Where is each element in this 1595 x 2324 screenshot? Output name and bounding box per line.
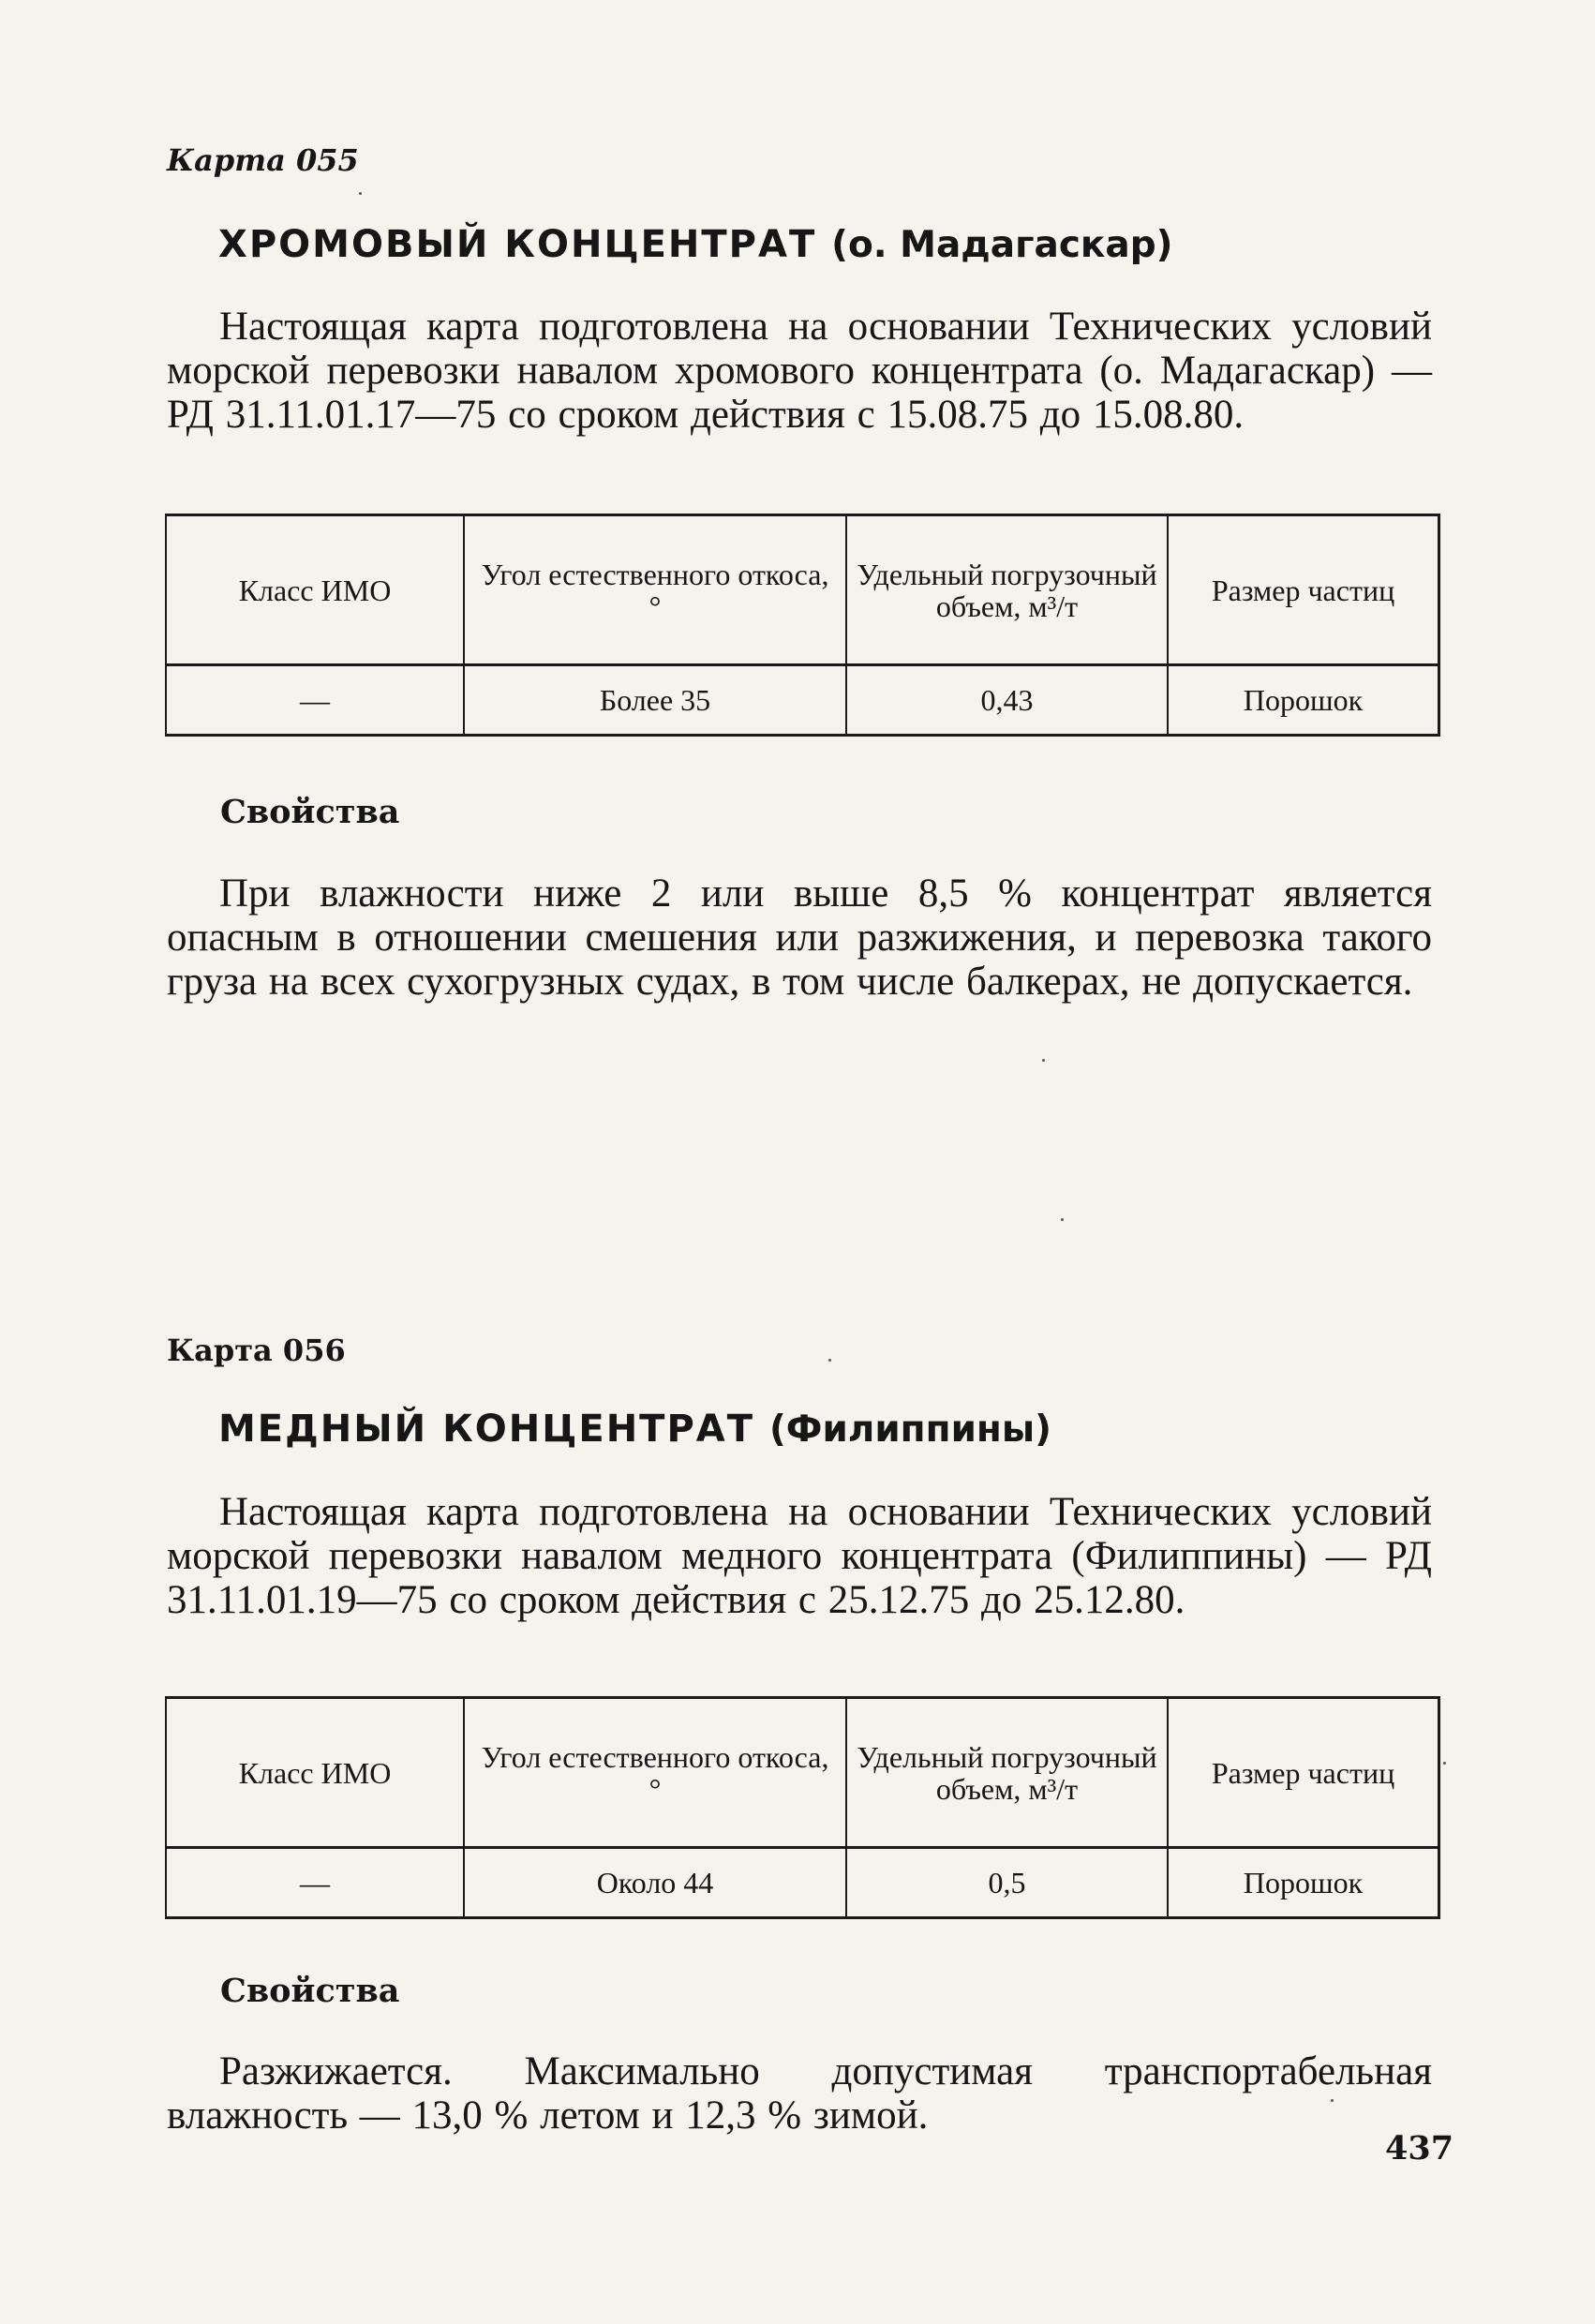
- table-cell: Порошок: [1243, 1865, 1364, 1899]
- scan-speck: [1443, 1762, 1446, 1765]
- table-header-cell: Удельный погрузочный объем, м³/т: [846, 1699, 1168, 1848]
- table-cell: 0,43: [846, 665, 1168, 735]
- properties-heading: Свойства: [220, 793, 400, 831]
- properties-heading: Свойства: [220, 1972, 400, 2010]
- table-cell: Порошок: [1243, 682, 1364, 717]
- cargo-properties-table: [165, 1696, 1440, 1919]
- table-header-cell: Класс ИМО: [167, 516, 464, 665]
- table-row: [167, 1848, 1438, 1917]
- scan-speck: [359, 192, 362, 195]
- properties-paragraph: Разжижается. Максимально допустимая транспортабельная влажность — 13,0 % летом и 12,3 % зимой.: [167, 2049, 1432, 2138]
- table-row: [167, 665, 1438, 735]
- card-label: Карта 055: [167, 142, 359, 178]
- table-header-cell: Удельный погрузочный объем, м³/т: [846, 516, 1168, 665]
- card-title-sub: (Филиппины): [768, 1408, 1051, 1451]
- table-cell: —: [167, 665, 464, 735]
- table-cell: Более 35: [464, 665, 846, 735]
- card-title-main: ХРОМОВЫЙ КОНЦЕНТРАТ: [218, 223, 817, 266]
- card-intro-paragraph: Настоящая карта подготовлена на основании Технических условий морской перевозки навалом хромового концентрата (о. Мадагаскар) — РД 31.11.01.17—75 со сроком действия с 15.08.75 до 15.08.80.: [167, 305, 1432, 437]
- scan-speck: [1061, 1218, 1064, 1221]
- table-cell: 0,5: [846, 1848, 1168, 1917]
- cargo-properties-table: [165, 514, 1440, 737]
- table-header-cell: Размер частиц: [1168, 516, 1438, 665]
- card-title: [218, 1408, 1051, 1451]
- card-title: [218, 223, 1172, 266]
- table-header-cell: Угол естественного откоса, °: [464, 516, 846, 665]
- table-header-row: [167, 516, 1438, 665]
- properties-paragraph: При влажности ниже 2 или выше 8,5 % концентрат является опасным в отношении смешения или разжижения, и перевозка такого груза на всех сухогрузных судах, в том числе балкерах, не допускается.: [167, 872, 1432, 1004]
- card-intro-paragraph: Настоящая карта подготовлена на основании Технических условий морской перевозки навалом медного концентрата (Филиппины) — РД 31.11.01.19—75 со сроком действия с 25.12.75 до 25.12.80.: [167, 1490, 1432, 1622]
- card-label: Карта 056: [167, 1333, 346, 1368]
- table-cell: Около 44: [464, 1848, 846, 1917]
- table-header-cell: Размер частиц: [1168, 1699, 1438, 1848]
- table-header-cell: Угол естественного откоса, °: [464, 1699, 846, 1848]
- scan-speck: [828, 1359, 831, 1362]
- card-title-sub: (о. Мадагаскар): [831, 224, 1173, 266]
- table-header-cell: Класс ИМО: [167, 1699, 464, 1848]
- scan-speck: [1331, 2099, 1334, 2102]
- table-header-row: [167, 1699, 1438, 1848]
- table-cell: —: [167, 1848, 464, 1917]
- scan-speck: [1042, 1059, 1045, 1062]
- card-title-main: МЕДНЫЙ КОНЦЕНТРАТ: [218, 1408, 755, 1451]
- page-number: 437: [1385, 2129, 1454, 2168]
